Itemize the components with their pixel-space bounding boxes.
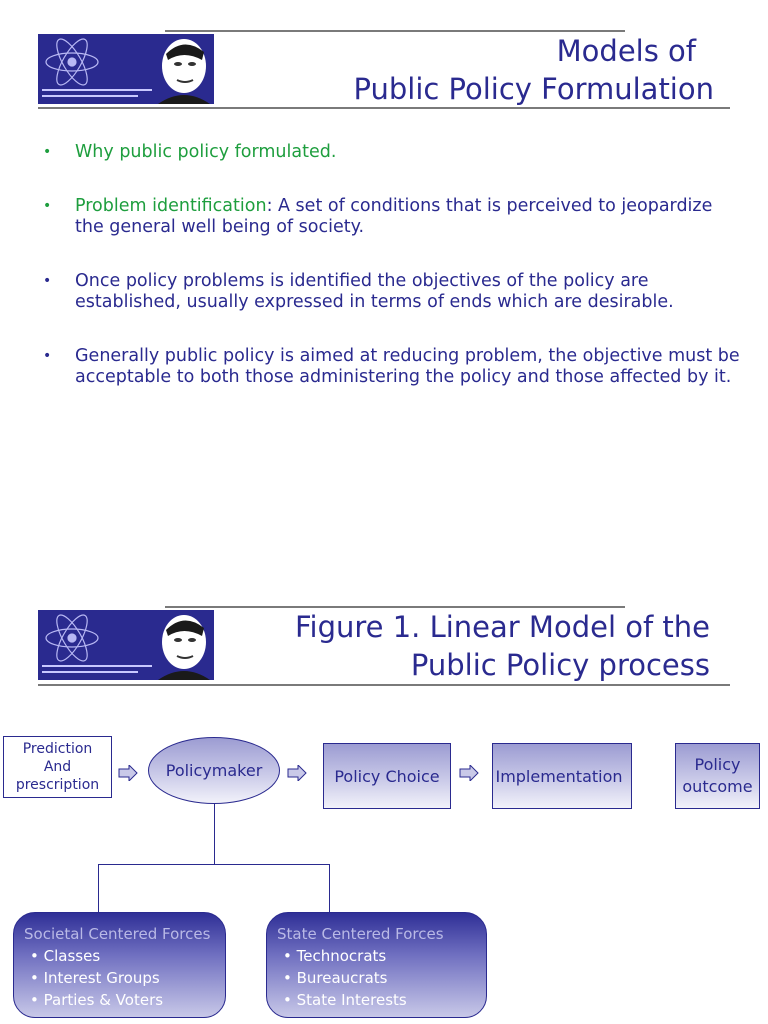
societal-forces-box (13, 912, 226, 1018)
prediction-label: prescription (15, 777, 100, 793)
societal-forces-list (26, 945, 225, 1011)
bullet-item (40, 346, 740, 388)
list-item: • Bureaucrats (283, 969, 388, 987)
bullet-text: : A set of conditions that is perceived to jeopardize the general well being of society. (75, 196, 713, 237)
policy-choice-box (323, 743, 451, 809)
list-item: • Interest Groups (30, 969, 160, 987)
bullet-text: Generally public policy is aimed at reducing problem, the objective must be acceptable to both those administering the policy and those affected by it. (75, 346, 740, 387)
prediction-box (3, 736, 112, 798)
prediction-label: Prediction (22, 741, 93, 757)
bullet-dot-icon: • (43, 198, 52, 214)
connector-line (98, 864, 330, 865)
outcome-label: outcome (682, 777, 753, 796)
state-forces-box (266, 912, 487, 1018)
bullet-dot-icon: • (43, 273, 52, 289)
bullet-item (40, 271, 740, 313)
slide-title-line-2: Public Policy Formulation (353, 72, 714, 106)
header-bottom-rule (38, 107, 730, 109)
outcome-label: Policy (694, 755, 741, 774)
connector-line (98, 864, 99, 912)
slide-title-line-2: Public Policy process (410, 648, 710, 682)
bullet-text: Once policy problems is identified the objectives of the policy are established, usually expressed in terms of ends which are desirable. (75, 271, 674, 312)
bullet-dot-icon: • (43, 348, 52, 364)
slide-title-line-1: Figure 1. Linear Model of the (294, 610, 710, 644)
right-arrow-icon (118, 765, 138, 781)
implementation-label: Implementation (495, 766, 623, 786)
state-forces-list (279, 945, 486, 1011)
slide-2 (0, 580, 768, 1024)
connector-line (329, 864, 330, 912)
list-item: • Classes (30, 947, 101, 965)
policy-choice-label: Policy Choice (334, 766, 440, 786)
bullet-item (40, 142, 740, 163)
connector-line (214, 804, 215, 864)
right-arrow-icon (459, 765, 479, 781)
slide-title-line-1: Models of (556, 34, 696, 68)
bullet-list (40, 142, 740, 421)
institute-logo-icon (38, 610, 214, 680)
bullet-dot-icon: • (43, 144, 52, 160)
right-arrow-icon (287, 765, 307, 781)
list-item: • Parties & Voters (30, 991, 164, 1009)
policymaker-node (148, 737, 280, 804)
list-item: • Technocrats (283, 947, 387, 965)
slide-title (354, 32, 715, 108)
institute-logo-icon (38, 34, 214, 104)
policy-outcome-box (675, 743, 760, 809)
list-item: • State Interests (283, 991, 407, 1009)
implementation-box (492, 743, 632, 809)
header-bottom-rule (38, 684, 730, 686)
state-forces-heading: State Centered Forces (277, 925, 444, 943)
bullet-item (40, 196, 740, 238)
bullet-highlight: Problem identification (75, 196, 267, 216)
slide-title (295, 608, 710, 684)
bullet-highlight: Why public policy formulated. (75, 142, 337, 162)
prediction-label: And (43, 759, 72, 775)
societal-forces-heading: Societal Centered Forces (24, 925, 211, 943)
policymaker-label: Policymaker (165, 761, 263, 780)
